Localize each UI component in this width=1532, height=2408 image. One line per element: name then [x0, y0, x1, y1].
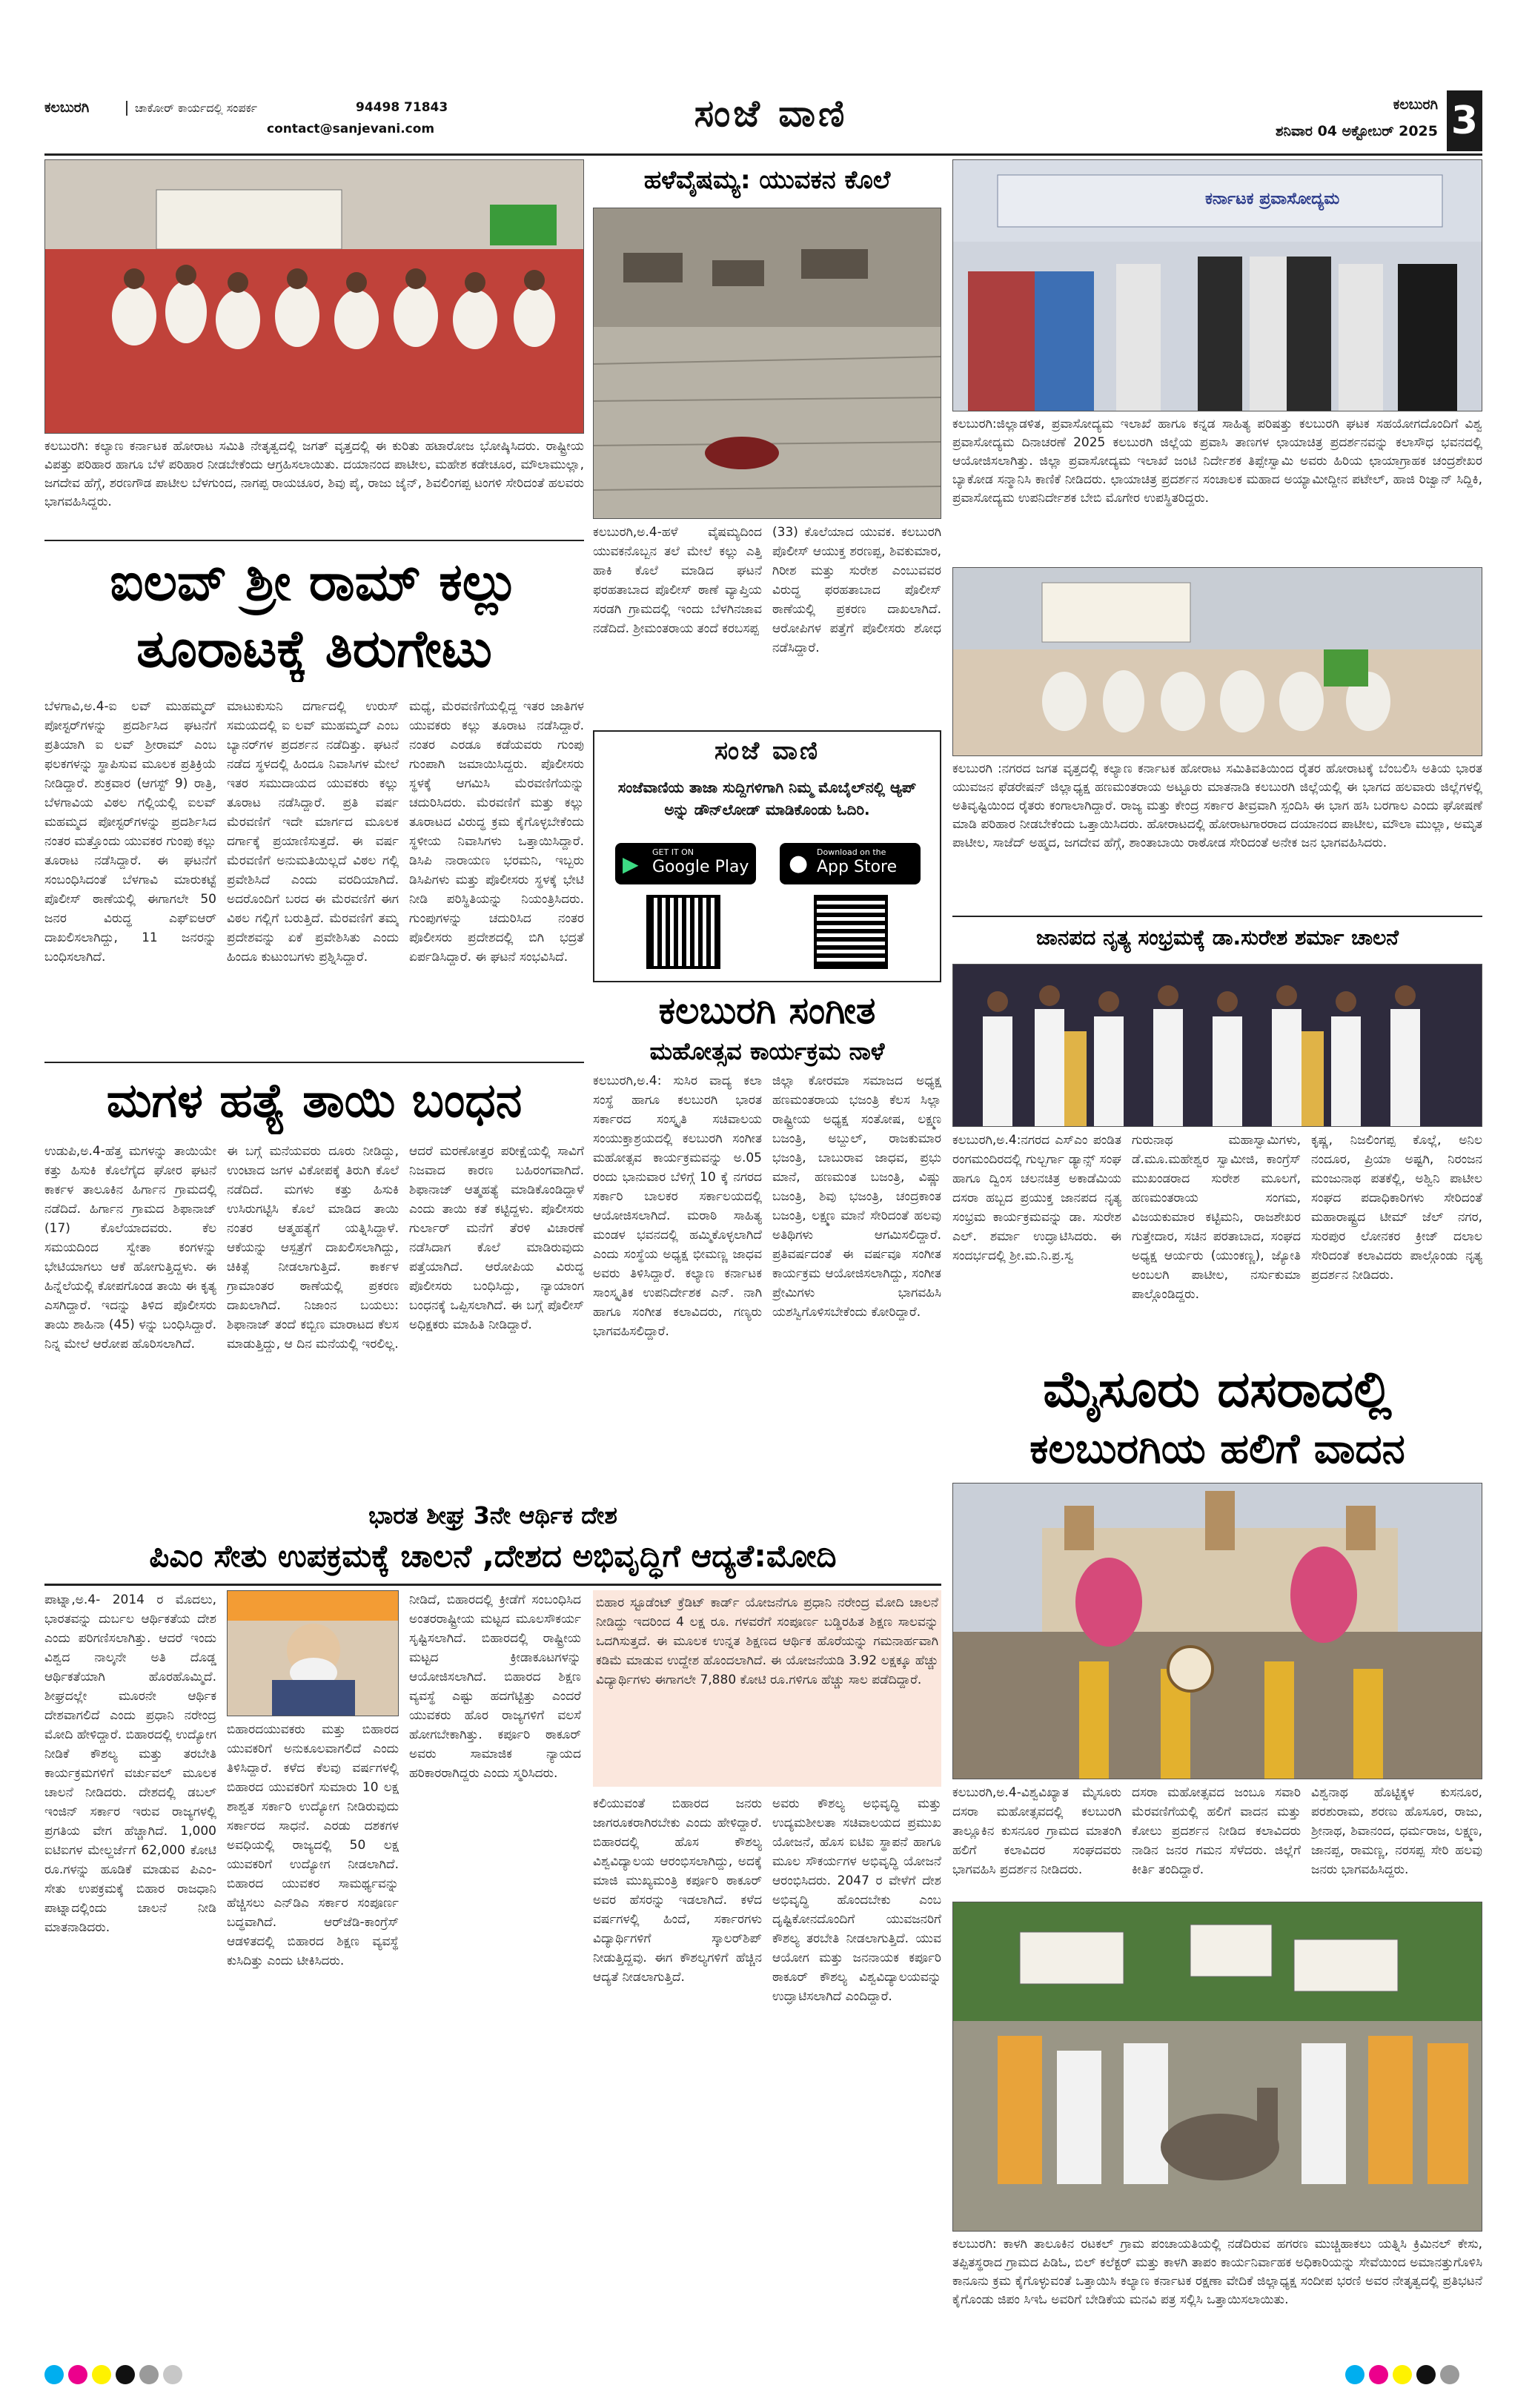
- gdp-col-4-top: ಬಿಹಾರ ಸ್ಟೂಡೆಂಟ್ ಕ್ರೆಡಿಟ್ ಕಾರ್ಡ್ ಯೋಜನೆಗೂ ಪ್ರಧಾನಿ ನರೇಂದ್ರ ಮೋದಿ ಚಾಲನೆ ನೀಡಿದ್ದು ಇದರಿಂದ 4 ಲಕ್ಷ ರೂ. ಗಳವರೆಗೆ ಸಂಪೂರ್ಣ ಬಡ್ಡಿರಹಿತ ಶಿಕ್ಷಣ ಸಾಲವನ್ನು ಒದಗಿಸುತ್ತದೆ. ಈ ಮೂಲಕ ಉನ್ನತ ಶಿಕ್ಷಣದ ಆರ್ಥಿಕ ಹೊರೆಯನ್ನು ಗಮನಾರ್ಹವಾಗಿ ಕಡಿಮೆ ಮಾಡುವ ಉದ್ದೇಶ ಹೊಂದಲಾಗಿದೆ. ಈ ಯೋಜನೆಯಡಿ 3.92 ಲಕ್ಷಕ್ಕೂ ಹೆಚ್ಚು ವಿದ್ಯಾರ್ಥಿಗಳು ಈಗಾಗಲೇ 7,880 ಕೋಟಿ ರೂ.ಗಳಿಗೂ ಹೆಚ್ಚು ಸಾಲ ಪಡೆದಿದ್ದಾರೆ.: [593, 1590, 941, 1787]
- award-banner: ಕರ್ನಾಟಕ ಪ್ರವಾಸೋದ್ಯಮ: [1205, 190, 1340, 208]
- music-col-1: ಕಲಬುರಗಿ,ಅ.4: ಸುಸಿರ ವಾದ್ಯ ಕಲಾ ಸಂಸ್ಥೆ ಹಾಗೂ ಕಲಬುರಗಿ ಭಾರತ ಸರ್ಕಾರದ ಸಂಸ್ಕೃತಿ ಸಚಿವಾಲಯ ಸಂಯುಕ್ತಾಶ್ರಯದಲ್ಲಿ ಕಲಬುರಗಿ ಸಂಗೀತ ಮಹೋತ್ಸವ ಕಾರ್ಯಕ್ರಮವನ್ನು ಅ.05 ರಂದು ಭಾನುವಾರ ಬೆಳಿಗ್ಗೆ 10 ಕ್ಕೆ ನಗರದ ಸರ್ಕಾರಿ ಬಾಲಕರ ಸರ್ಕಾಲಯದಲ್ಲಿ ಆಯೋಜಿಸಲಾಗಿದೆ. ಮರಾಠಿ ಸಾಹಿತ್ಯ ಮಂಡಳ ಭವನದಲ್ಲಿ ಹಮ್ಮಿಕೊಳ್ಳಲಾಗಿದೆ ಎಂದು ಸಂಸ್ಥೆಯ ಅಧ್ಯಕ್ಷ ಭೀಮಣ್ಣ ಜಾಧವ ಅವರು ತಿಳಿಸಿದ್ದಾರೆ. ಕಲ್ಯಾಣ ಕರ್ನಾಟಕ ಸಾಂಸ್ಕೃತಿಕ ಉಪನಿರ್ದೇಶಕ ಎನ್. ನಾಗಿ ಹಾಗೂ ಸಂಗೀತ ಕಲಾವಿದರು, ಗಣ್ಯರು ಭಾಗವಹಿಸಲಿದ್ದಾರೆ.: [593, 1074, 762, 1339]
- stone-col-3: ಮಧ್ಯೆ, ಮೆರವಣಿಗೆಯಲ್ಲಿದ್ದ ಇತರ ಜಾತಿಗಳ ಯುವಕರು ಕಲ್ಲು ತೂರಾಟ ನಡೆಸಿದ್ದಾರೆ. ನಂತರ ಎರಡೂ ಕಡೆಯವರು ಗುಂಪು ಗುಂಪಾಗಿ ಜಮಾಯಿಸಿದ್ದರು. ಪೊಲೀಸರು ಸ್ಥಳಕ್ಕೆ ಆಗಮಿಸಿ ಮೆರವಣಿಗೆಯನ್ನು ಚದುರಿಸಿದರು. ಮೆರವಣಿಗೆ ಮತ್ತು ಕಲ್ಲು ತೂರಾಟದ ವಿರುದ್ಧ ಕ್ರಮ ಕೈಗೊಳ್ಳಬೇಕೆಂದು ಸ್ಥಳೀಯ ನಿವಾಸಿಗಳು ಒತ್ತಾಯಿಸಿದ್ದಾರೆ. ಡಿಸಿಪಿ ನಾರಾಯಣ ಭರಮನಿ, ಇಬ್ಬರು ಡಿಸಿಪಿಗಳು ಮತ್ತು ಪೊಲೀಸರು ಸ್ಥಳಕ್ಕೆ ಭೇಟಿ ನೀಡಿ ಪರಿಸ್ಥಿತಿಯನ್ನು ನಿಯಂತ್ರಿಸಿದರು. ಗುಂಪುಗಳನ್ನು ಚದುರಿಸಿದ ನಂತರ ಪೊಲೀಸರು ಪ್ರದೇಶದಲ್ಲಿ ಬಿಗಿ ಭದ್ರತೆ ಏರ್ಪಡಿಸಿದ್ದಾರೆ. ಈ ಘಟನೆ ಸಂಭವಿಸಿದೆ.: [409, 699, 584, 965]
- app-store-badge[interactable]: [780, 843, 921, 884]
- black-dot: [116, 2365, 135, 2384]
- cyan-dot: [1345, 2365, 1364, 2384]
- dasara-headline-1: ಮೈಸೂರು ದಸರಾದಲ್ಲಿ: [1043, 1360, 1392, 1419]
- village-col-1: ಕಲಬುರಗಿ,ಅ.4-ಹಳೆ ವೈಷಮ್ಯದಿಂದ ಯುವಕನೊಬ್ಬನ ತಲೆ ಮೇಲೆ ಕಲ್ಲು ಎತ್ತಿ ಹಾಕಿ ಕೊಲೆ ಮಾಡಿದ ಘಟನೆ ಫರಹತಾಬಾದ ಪೊಲೀಸ್ ಠಾಣೆ ವ್ಯಾಪ್ತಿಯ ಸರಡಗಿ ಗ್ರಾಮದಲ್ಲಿ ಇಂದು ಬೆಳಗಿನಜಾವ ನಡೆದಿದೆ. ಶ್ರೀಮಂತರಾಯ ತಂದೆ ಕರಬಸಪ್ಪ: [593, 525, 762, 636]
- google-play-icon: ▶: [623, 852, 639, 876]
- sitin-photo: [952, 567, 1482, 756]
- dance-col-1: ಕಲಬುರಗಿ,ಅ.4:ನಗರದ ಎಸ್‌ಎಂ ಪಂಡಿತ ರಂಗಮಂದಿರದಲ್ಲಿ ಗುಲ್ಬರ್ಗಾ ಡ್ಯಾನ್ಸ್ ಸಂಘ ಹಾಗೂ ದ್ವಿಂಸ ಚಲನಚಿತ್ರ ಅಕಾಡೆಮಿಯ ದಸರಾ ಹಬ್ಬದ ಪ್ರಯುಕ್ತ ಜಾನಪದ ನೃತ್ಯ ಸಂಭ್ರಮ ಕಾರ್ಯಕ್ರಮವನ್ನು ಡಾ. ಸುರೇಶ ಎಲ್. ಶರ್ಮಾ ಉದ್ಘಾಟಿಸಿದರು. ಈ ಸಂದರ್ಭದಲ್ಲಿ ಶ್ರೀ.ಮ.ನಿ.ಪ್ರ.ಸ್ವ: [952, 1133, 1121, 1263]
- divider: [44, 1062, 584, 1063]
- divider: [44, 1584, 941, 1586]
- donkey-caption: ಕಲಬುರಗಿ: ಕಾಳಗಿ ತಾಲೂಕಿನ ರಟಕಲ್ ಗ್ರಾಮ ಪಂಚಾಯತಿಯಲ್ಲಿ ನಡೆದಿರುವ ಹಗರಣ ಮುಚ್ಚಿಹಾಕಲು ಯತ್ನಿಸಿ ಕ್ರಿಮಿನಲ್ ಕೇಸು, ತಪ್ಪಿತಸ್ಥರಾದ ಗ್ರಾಮದ ಪಿಡಿಓ, ಬಿಲ್ ಕಲೆಕ್ಟರ್ ಮತ್ತು ಕಾಳಗಿ ತಾಪಂ ಕಾರ್ಯನಿರ್ವಾಹಕ ಅಧಿಕಾರಿಯನ್ನು ಸೇವೆಯಿಂದ ಅಮಾನತ್ತುಗೊಳಿಸಿ ಕಾನೂನು ಕ್ರಮ ಕೈಗೊಳ್ಳುವಂತೆ ಒತ್ತಾಯಿಸಿ ಕಲ್ಯಾಣ ಕರ್ನಾಟಕ ರಕ್ಷಣಾ ವೇದಿಕೆ ಜಿಲ್ಲಾಧ್ಯಕ್ಷ ಸಂದೀಪ ಭರಣಿ ಅವರ ನೇತೃತ್ವದಲ್ಲಿ ಪ್ರತಿಭಟನೆ ಕೈಗೊಂಡು ಜಿಪಂ ಸಿಇಓ ಅವರಿಗೆ ಬೇಡಿಕೆಯ ಮನವಿ ಪತ್ರ ಸಲ್ಲಿಸಿ ಒತ್ತಾಯಿಸಲಾಯಿತು.: [952, 2237, 1482, 2307]
- grey-dot: [163, 2365, 182, 2384]
- black-dot: [1416, 2365, 1436, 2384]
- award-photo: [952, 159, 1482, 411]
- masthead-date: ಶನಿವಾರ 04 ಅಕ್ಟೋಬರ್ 2025: [1276, 123, 1438, 139]
- music-subhead: ಮಹೋತ್ಸವ ಕಾರ್ಯಕ್ರಮ ನಾಳೆ: [649, 1037, 885, 1065]
- protest-caption: ಕಲಬುರಗಿ: ಕಲ್ಯಾಣ ಕರ್ನಾಟಕ ಹೋರಾಟ ಸಮಿತಿ ನೇತೃತ್ವದಲ್ಲಿ ಜಗತ್ ವೃತ್ತದಲ್ಲಿ ಈ ಕುರಿತು ಹಟಾರೋಜ ಭೋಷ್ಕಿಸಿದರು. ರಾಷ್ಟ್ರೀಯ ವಿಪತ್ತು ಪರಿಹಾರ ಹಾಗೂ ಬೆಳೆ ಪರಿಹಾರ ನೀಡಬೇಕೆಂದು ಆಗ್ರಹಿಸಲಾಯಿತು. ದಯಾನಂದ ಪಾಟೀಲ, ಮಹೇಶ ಕಡೇಚೂರ, ಮೌಲಾಮುಲ್ಲಾ, ಜಗದೇವ ಹೆಗ್ಗೆ, ಶರಣಗೌಡ ಪಾಟೀಲ ಬೆಳಗುಂದ, ನಾಗಪ್ಪ ರಾಯಚೂರ, ಶಿವು ಪೈ, ರಾಜು ಜೈನ್, ಶಿವಲಿಂಗಪ್ಪ ಟಂಗಳಿ ಸೇರಿದಂತೆ ಹಲವರು ಭಾಗವಹಿಸಿದ್ದರು.: [44, 439, 584, 509]
- grey-dot: [139, 2365, 159, 2384]
- stone-headline-1: ಐಲವ್ ಶ್ರೀ ರಾಮ್ ಕಲ್ಲು: [110, 552, 519, 612]
- masthead-phone: 94498 71843: [356, 100, 448, 115]
- mother-col-3: ಆದರೆ ಮರಣೋತ್ತರ ಪರೀಕ್ಷೆಯಲ್ಲಿ ಸಾವಿಗೆ ನಿಜವಾದ ಕಾರಣ ಬಹಿರಂಗವಾಗಿದೆ. ಶಿಫಾನಾಜ್ ಆತ್ಮಹತ್ಯೆ ಮಾಡಿಕೊಂಡಿದ್ದಾಳೆ ಎಂದು ತಾಯಿ ಕತೆ ಕಟ್ಟಿದ್ದಳು. ಪೊಲೀಸರು ಗುರ್ಲಾರ್ ಮನೆಗೆ ತೆರಳಿ ವಿಚಾರಣೆ ನಡೆಸಿದಾಗ ಕೊಲೆ ಮಾಡಿರುವುದು ಪತ್ತೆಯಾಗಿದೆ. ಆರೋಪಿಯ ವಿರುದ್ಧ ಪೊಲೀಸರು ಬಂಧಿಸಿದ್ದು, ನ್ಯಾಯಾಂಗ ಬಂಧನಕ್ಕೆ ಒಪ್ಪಿಸಲಾಗಿದೆ. ಈ ಬಗ್ಗೆ ಪೊಲೀಸ್ ಅಧಿಕ್ಷಕರು ಮಾಹಿತಿ ನೀಡಿದ್ದಾರೆ.: [409, 1144, 584, 1332]
- divider: [44, 540, 584, 541]
- dance-col-2: ಗುರುನಾಥ ಮಹಾಸ್ವಾಮಿಗಳು, ಡೆ.ಮೂ.ಮಹೇಶ್ವರ ಸ್ವಾಮೀಜಿ, ಕಾಂಗ್ರೆಸ್ ಮುಖಂಡರಾದ ಸುರೇಶ ಮೂಲಗೆ, ಹಣಮಂತರಾಯ ಸಂಗಮ, ವಿಜಯಕುಮಾರ ಕಟ್ಟಿಮನಿ, ರಾಜಶೇಖರ ಗುತ್ತೇದಾರ, ಸಚಿನ ಪರತಾಬಾದ, ಸಂಘದ ಅಧ್ಯಕ್ಷ ಆರ್ಯರು (ಯುಂಕಣ್ಣ), ಜ್ಯೋತಿ ಅಂಬಲಗಿ ಪಾಟೀಲ, ನರ್ಸುಕುಮಾ ಪಾಲ್ಗೊಂಡಿದ್ದರು.: [1132, 1133, 1301, 1302]
- gdp-col-1: ಪಾಟ್ನಾ,ಅ.4- 2014 ರ ಮೊದಲು, ಭಾರತವನ್ನು ದುರ್ಬಲ ಆರ್ಥಿಕತೆಯ ದೇಶ ಎಂದು ಪರಿಗಣಿಸಲಾಗಿತ್ತು. ಆದರೆ ಇಂದು ವಿಶ್ವದ ನಾಲ್ಕನೇ ಅತಿ ದೊಡ್ಡ ಆರ್ಥಿಕತೆಯಾಗಿ ಹೊರಹೊಮ್ಮಿದೆ. ಶೀಘ್ರದಲ್ಲೇ ಮೂರನೇ ಆರ್ಥಿಕ ದೇಶವಾಗಲಿದೆ ಎಂದು ಪ್ರಧಾನಿ ನರೇಂದ್ರ ಮೋದಿ ಹೇಳಿದ್ದಾರೆ. ಬಿಹಾರದಲ್ಲಿ ಉದ್ಯೋಗ ನೀಡಿಕೆ ಕೌಶಲ್ಯ ಮತ್ತು ತರಬೇತಿ ಕಾರ್ಯಕ್ರಮಗಳಿಗೆ ವರ್ಚುವಲ್ ಮೂಲಕ ಚಾಲನೆ ನೀಡಿದರು. ದೇಶದಲ್ಲಿ ಡಬಲ್ ಇಂಜಿನ್ ಸರ್ಕಾರ ಇರುವ ರಾಜ್ಯಗಳಲ್ಲಿ ಪ್ರಗತಿಯ ವೇಗ ಹೆಚ್ಚಾಗಿದೆ. 1,000 ಐಟಿಐಗಳ ಮೇಲ್ದರ್ಜೆಗೆ 62,000 ಕೋಟಿ ರೂ.ಗಳನ್ನು ಹೂಡಿಕೆ ಮಾಡುವ ಪಿಎಂ-ಸೇತು ಉಪಕ್ರಮಕ್ಕೆ ಬಿಹಾರ ರಾಜಧಾನಿ ಪಾಟ್ನಾದಲ್ಲಿಂದು ಚಾಲನೆ ನೀಡಿ ಮಾತನಾಡಿದರು.: [44, 1592, 216, 1935]
- promo-text: ಸಂಜೆವಾಣಿಯ ತಾಜಾ ಸುದ್ದಿಗಳಿಗಾಗಿ ನಿಮ್ಮ ಮೊಬೈಲ್‌ನಲ್ಲಿ ಆ್ಯಪ್ ಅನ್ನು ಡೌನ್‌ಲೋಡ್ ಮಾಡಿಕೊಂಡು ಓದಿರಿ.: [617, 778, 917, 818]
- sitin-caption: ಕಲಬುರಗಿ :ನಗರದ ಜಗತ ವೃತ್ತದಲ್ಲಿ ಕಲ್ಯಾಣ ಕರ್ನಾಟಕ ಹೋರಾಟ ಸಮಿತಿವತಿಯಿಂದ ರೈತರ ಹೋರಾಟಕ್ಕೆ ಬೆಂಬಲಿಸಿ ಅತಿಯ ಭಾರತ ಯುವಜನ ಫೆಡರೇಷನ್ ಜಿಲ್ಲಾಧ್ಯಕ್ಷ ಹಣಮಂತರಾಯ ಅಟ್ಟೂರು ಮಾತನಾಡಿ ಕಲಬುರಗಿ ಜಿಲ್ಲೆಯಲ್ಲಿ ಈ ಭಾಗದ ಹಲವಾರು ಜಿಲ್ಲೆಗಳಲ್ಲಿ ಅತಿವೃಷ್ಟಿಯಿಂದ ರೈತರು ಕಂಗಾಲಾಗಿದ್ದಾರೆ. ರಾಜ್ಯ ಮತ್ತು ಕೇಂದ್ರ ಸರ್ಕಾರ ತೀವ್ರವಾಗಿ ಸ್ಪಂದಿಸಿ ಈ ಭಾಗ ಹಸಿ ಬರಗಾಲ ಎಂದು ಘೋಷಣೆ ಮಾಡಿ ಪರಿಹಾರ ನೀಡಬೇಕೆಂದು ಒತ್ತಾಯಿಸಿದರು. ಹೋರಾಟದಲ್ಲಿ ಹೋರಾಟಗಾರರಾದ ದಯಾನಂದ ಪಾಟೀಲ, ಮೌಲಾ ಮುಲ್ಲಾ, ಅಮೃತ ಪಾಟೀಲ, ಸಾಜೆದ್ ಅಹ್ಮದ, ಜಗದೇವ ಹೆಗ್ಗೆ, ಶಾಂತಾಬಾಯಿ ರಾಠೋಡ ಸೇರಿದಂತೆ ಅನೇಕ ಜನ ಭಾಗವಹಿಸಿದರು.: [952, 761, 1482, 850]
- gdp-kicker: ಭಾರತ ಶೀಘ್ರ 3ನೇ ಆರ್ಥಿಕ ದೇಶ: [368, 1501, 617, 1529]
- stone-col-1: ಬೆಳಗಾವಿ,ಅ.4-ಐ ಲವ್ ಮುಹಮ್ಮದ್ ಪೋಸ್ಟರ್‌ಗಳನ್ನು ಪ್ರದರ್ಶಿಸಿದ ಘಟನೆಗೆ ಪ್ರತಿಯಾಗಿ ಐ ಲವ್ ಶ್ರೀರಾಮ್ ಎಂಬ ಫಲಕಗಳನ್ನು ಸ್ಥಾಪಿಸುವ ಮೂಲಕ ಪ್ರತಿಕ್ರಿಯೆ ನೀಡಿದ್ದಾರೆ. ಶುಕ್ರವಾರ (ಆಗಸ್ಟ್ 9) ರಾತ್ರಿ, ಬೆಳಗಾವಿಯ ವಿಠಲ ಗಲ್ಲಿಯಲ್ಲಿ ಐಲವ್ ಮಹಮ್ಮದ ಪೋಸ್ಟರ್‌ಗಳನ್ನು ಪ್ರದರ್ಶಿಸಿದ ನಂತರ ಮತ್ತೊಂದು ಯುವಕರ ಗುಂಪು ಕಲ್ಲು ತೂರಾಟ ನಡೆಸಿದ್ದಾರೆ. ಈ ಘಟನೆಗೆ ಸಂಬಂಧಿಸಿದಂತೆ ಬೆಳಗಾವಿ ಮಾರುಕಟ್ಟೆ ಪೊಲೀಸ್ ಠಾಣೆಯಲ್ಲಿ ಈಗಾಗಲೇ 50 ಜನರ ವಿರುದ್ಧ ಎಫ್‌ಐಆರ್ ದಾಖಲಿಸಲಾಗಿದ್ದು, 11 ಜನರನ್ನು ಬಂಧಿಸಲಾಗಿದೆ.: [44, 699, 216, 965]
- color-registration-right: [1345, 2365, 1464, 2387]
- google-play-small: GET IT ON: [652, 847, 694, 857]
- magenta-dot: [68, 2365, 87, 2384]
- apple-icon: ●: [789, 850, 809, 876]
- yellow-dot: [92, 2365, 111, 2384]
- village-crime-photo: [593, 208, 941, 519]
- dance-col-3: ಕೃಷ್ಣ, ನಿಜಲಿಂಗಪ್ಪ ಕೊಲ್ಲೆ, ಅನಿಲ ನಂದೂರ, ಪ್ರಿಯಾ ಅಷ್ಟಗಿ, ನಿರಂಜನ ಮಂಜುನಾಥ ಪತಕೆಲ್ಲಿ, ಅಶ್ವಿನಿ ಪಾಟೀಲ ಸಂಘದ ಪದಾಧಿಕಾರಿಗಳು ಸೇರಿದಂತೆ ಮಹಾರಾಷ್ಟ್ರದ ಟೀಮ್ ಜೆಲ್ ನಗರ, ಸುರಪುರ ಲೋನಕರ ಕ್ರೀಜ್ ದಲಾಲ ಸೇರಿದಂತೆ ಕಲಾವಿದರು ಪಾಲ್ಗೊಂಡು ನೃತ್ಯ ಪ್ರದರ್ಶನ ನೀಡಿದರು.: [1311, 1133, 1482, 1283]
- color-registration-left: [44, 2365, 187, 2387]
- village-headline: ಹಳೆವೈಷಮ್ಯ: ಯುವಕನ ಕೊಲೆ: [643, 165, 891, 195]
- page-number: 3: [1447, 90, 1482, 151]
- app-store-big: App Store: [817, 858, 898, 876]
- magenta-dot: [1369, 2365, 1388, 2384]
- masthead-place-right: ಕಲಬುರಗಿ: [1393, 96, 1438, 113]
- divider: [952, 916, 1482, 917]
- google-play-big: Google Play: [652, 858, 749, 876]
- gdp-col-3: ನೀಡಿದೆ, ಬಿಹಾರದಲ್ಲಿ ಕ್ರೀಡೆಗೆ ಸಂಬಂಧಿಸಿದ ಅಂತರರಾಷ್ಟ್ರೀಯ ಮಟ್ಟದ ಮೂಲಸೌಕರ್ಯ ಸೃಷ್ಟಿಸಲಾಗಿದೆ. ಬಿಹಾರದಲ್ಲಿ ರಾಷ್ಟ್ರೀಯ ಮಟ್ಟದ ಕ್ರೀಡಾಕೂಟಗಳನ್ನು ಆಯೋಜಿಸಲಾಗಿದೆ. ಬಿಹಾರದ ಶಿಕ್ಷಣ ವ್ಯವಸ್ಥೆ ಎಷ್ಟು ಹದಗೆಟ್ಟಿತ್ತು ಎಂದರೆ ಯುವಕರು ಹೊರ ರಾಜ್ಯಗಳಿಗೆ ವಲಸೆ ಹೋಗಬೇಕಾಗಿತ್ತು. ಕರ್ಪೂರಿ ಠಾಕೂರ್ ಅವರು ಸಾಮಾಜಿಕ ನ್ಯಾಯದ ಹರಿಕಾರರಾಗಿದ್ದರು ಎಂದು ಸ್ಮರಿಸಿದರು.: [409, 1592, 581, 1781]
- mother-col-2: ಈ ಬಗ್ಗೆ ಮನೆಯವರು ದೂರು ನೀಡಿದ್ದು, ಉಂಟಾದ ಜಗಳ ವಿಕೋಪಕ್ಕೆ ತಿರುಗಿ ಕೊಲೆ ನಡೆದಿದೆ. ಮಗಳು ಕತ್ತು ಹಿಸುಕಿ ಉಸಿರುಗಟ್ಟಿಸಿ ಕೊಲೆ ಮಾಡಿದ ತಾಯಿ ನಂತರ ಆತ್ಮಹತ್ಯೆಗೆ ಯತ್ನಿಸಿದ್ದಾಳೆ. ಆಕೆಯನ್ನು ಆಸ್ಪತ್ರೆಗೆ ದಾಖಲಿಸಲಾಗಿದ್ದು, ಚಿಕಿತ್ಸೆ ನೀಡಲಾಗುತ್ತಿದೆ. ಕಾರ್ಕಳ ಗ್ರಾಮಾಂತರ ಠಾಣೆಯಲ್ಲಿ ಪ್ರಕರಣ ದಾಖಲಾಗಿದೆ. ನಿಜಾಂನ ಬಯಲು: ಶಿಫಾನಾಜ್ ತಂದೆ ಕಬ್ಬಿಣ ಮಾರಾಟದ ಕೆಲಸ ಮಾಡುತ್ತಿದ್ದು, ಆ ದಿನ ಮನೆಯಲ್ಲಿ ಇರಲಿಲ್ಲ.: [227, 1144, 399, 1352]
- gdp-headline: ಪಿಎಂ ಸೇತು ಉಪಕ್ರಮಕ್ಕೆ ಚಾಲನೆ ,ದೇಶದ ಅಭಿವೃದ್ಧಿಗೆ ಆದ್ಯತೆ:ಮೋದಿ: [149, 1538, 837, 1574]
- stone-headline-2: ತೂರಾಟಕ್ಕೆ ತಿರುಗೇಟು: [136, 618, 492, 679]
- modi-photo: [227, 1590, 399, 1716]
- grey-dot: [1440, 2365, 1459, 2384]
- donkey-protest-photo: [952, 1902, 1482, 2232]
- gdp-col-4a: ಕಲಿಯುವಂತೆ ಬಿಹಾರದ ಜನರು ಜಾಗರೂಕರಾಗಿರಬೇಕು ಎಂದು ಹೇಳಿದ್ದಾರೆ. ಬಿಹಾರದಲ್ಲಿ ಹೊಸ ಕೌಶಲ್ಯ ವಿಶ್ವವಿದ್ಯಾಲಯ ಆರಂಭಿಸಲಾಗಿದ್ದು, ಅದಕ್ಕೆ ಮಾಜಿ ಮುಖ್ಯಮಂತ್ರಿ ಕರ್ಪೂರಿ ಠಾಕೂರ್ ಅವರ ಹೆಸರನ್ನು ಇಡಲಾಗಿದೆ. ಕಳೆದ ವರ್ಷಗಳಲ್ಲಿ ಹಿಂದೆ, ಸರ್ಕಾರಗಳು ವಿದ್ಯಾರ್ಥಿಗಳಿಗೆ ಸ್ಕಾಲರ್‌ಶಿಪ್ ನೀಡುತ್ತಿದ್ದವು. ಈಗ ಕೌಶಲ್ಯಗಳಿಗೆ ಹೆಚ್ಚಿನ ಆದ್ಯತೆ ನೀಡಲಾಗುತ್ತಿದೆ.: [593, 1796, 762, 1985]
- award-caption: ಕಲಬುರಗಿ:ಜಿಲ್ಲಾಡಳಿತ, ಪ್ರವಾಸೋದ್ಯಮ ಇಲಾಖೆ ಹಾಗೂ ಕನ್ನಡ ಸಾಹಿತ್ಯ ಪರಿಷತ್ತು ಕಲಬುರಗಿ ಘಟಕ ಸಹಯೋಗದೊಂದಿಗೆ ವಿಶ್ವ ಪ್ರವಾಸೋದ್ಯಮ ದಿನಾಚರಣೆ 2025 ಕಲಬುರಗಿ ಜಿಲ್ಲೆಯ ಪ್ರವಾಸಿ ತಾಣಗಳ ಛಾಯಾಚಿತ್ರ ಪ್ರದರ್ಶನವನ್ನು ಕಲಾಸೌಧ ಭವನದಲ್ಲಿ ಆಯೋಜಿಸಲಾಗಿತ್ತು. ಜಿಲ್ಲಾ ಪ್ರವಾಸೋದ್ಯಮ ಇಲಾಖೆ ಜಂಟಿ ನಿರ್ದೇಶಕ ತಿಪ್ಪೇಸ್ವಾಮಿ ಅವರು ಹಿರಿಯ ಛಾಯಾಗ್ರಾಹಕ ಚಂದ್ರಶೇಖರ ಬ್ಯಾಕೋಡ ಸನ್ಮಾನಿಸಿ ಕಾಣಿಕೆ ನೀಡಿದರು. ಛಾಯಾಚಿತ್ರ ಪ್ರದರ್ಶನ ಸಂಚಾಲಕ ಮಹಾದ ಅಯ್ಯಾಮೀದ್ದೀನ ಪಟೇಲ್, ಹಾಜಿ ರಿಜ್ವಾನ್ ಸಿದ್ದಿಕಿ, ಪ್ರವಾಸೋದ್ಯಮ ಉಪನಿರ್ದೇಶಕ ಬೇಬಿ ಮೊಗೇರ ಉಪಸ್ಥಿತರಿದ್ದರು.: [952, 417, 1482, 506]
- dasara-headline-2: ಕಲಬುರಗಿಯ ಹಲಿಗೆ ವಾದನ: [1029, 1425, 1405, 1473]
- yellow-dot: [1393, 2365, 1412, 2384]
- masthead: [44, 89, 1482, 156]
- app-promo-box: [593, 730, 941, 982]
- protest-photo: [44, 159, 584, 434]
- cyan-dot: [44, 2365, 64, 2384]
- mother-col-1: ಉಡುಪಿ,ಅ.4-ಹೆತ್ತ ಮಗಳನ್ನು ತಾಯಿಯೇ ಕತ್ತು ಹಿಸುಕಿ ಕೊಲೆಗೈದ ಘೋರ ಘಟನೆ ಕಾರ್ಕಳ ತಾಲೂಕಿನ ಹಿರ್ಗಾನ ಗ್ರಾಮದಲ್ಲಿ ನಡೆದಿದೆ. ಹಿರ್ಗಾನ ಗ್ರಾಮದ ಶಿಫಾನಾಜ್ (17) ಕೊಲೆಯಾದವರು. ಕೆಲ ಸಮಯದಿಂದ ಸ್ವೇತಾ ಕಂಗಳನ್ನು ಭೇಟಿಯಾಗಲು ಆಕೆ ಹೋಗುತ್ತಿದ್ದಳು. ಈ ಹಿನ್ನೆಲೆಯಲ್ಲಿ ಕೋಪಗೊಂಡ ತಾಯಿ ಈ ಕೃತ್ಯ ಎಸಗಿದ್ದಾರೆ. ಇದನ್ನು ತಿಳಿದ ಪೊಲೀಸರು ತಾಯಿ ಶಾಹಿನಾ (45) ಳನ್ನು ಬಂಧಿಸಿದ್ದಾರೆ. ನಿನ್ನ ಮೇಲೆ ಆರೋಪ ಹೊರಿಸಲಾಗಿದೆ.: [44, 1144, 216, 1352]
- masthead-email: contact@sanjevani.com: [267, 122, 435, 136]
- promo-logo: ಸಂಜೆ ವಾಣಿ: [714, 736, 820, 766]
- masthead-edition-meta: ಚಾಕೋರ್ ಕಾರ್ಯದಲ್ಲಿ ಸಂಪರ್ಕ: [126, 101, 257, 116]
- qr-code-android[interactable]: [646, 895, 720, 969]
- mother-headline: ಮಗಳ ಹತ್ಯೆ ತಾಯಿ ಬಂಧನ: [106, 1074, 523, 1128]
- app-store-small: Download on the: [817, 847, 886, 857]
- masthead-logo: ಸಂಜೆ ವಾಣಿ: [694, 92, 848, 135]
- dasara-col-3: ವಿಶ್ವನಾಥ ಹೊಟ್ಟಿಕ್ಕಳ ಕುಸನೂರ, ಪರಶುರಾಮ, ಶರಣು ಹೊಸೂರ, ರಾಜು, ಶ್ರೀನಾಥ, ಶಿವಾನಂದ, ಧರ್ಮರಾಜ, ಲಕ್ಷ್ಮಣ, ಜಾನಪ್ಪ, ರಾಮಣ್ಣ, ನರಸಪ್ಪ ಸೇರಿ ಹಲವು ಜನರು ಭಾಗವಹಿಸಿದ್ದರು.: [1311, 1785, 1482, 1877]
- music-col-2: ಜಿಲ್ಲಾ ಕೋರಮಾ ಸಮಾಜದ ಅಧ್ಯಕ್ಷ ಹಣಮಂತರಾಯ ಭಜಂತ್ರಿ ಕೆಲಸ ಸಿಲ್ಲಾ ರಾಷ್ಟ್ರೀಯ ಅಧ್ಯಕ್ಷ ಸಂತೋಷ, ಲಕ್ಷ್ಮಣ ಬಜಂತ್ರಿ, ಅಬ್ದುಲ್, ರಾಜಕುಮಾರ ಭಜಂತ್ರಿ, ಬಾಬುರಾವ ಜಾಧವ, ಪ್ರಭು ಮಾನೆ, ಹಣಮಂತ ಬಜಂತ್ರಿ, ವಿಷ್ಣು ಬಜಂತ್ರಿ, ಶಿವು ಭಜಂತ್ರಿ, ಚಂದ್ರಕಾಂತ ಬಜಂತ್ರಿ, ಲಕ್ಷ್ಮಣ ಮಾನೆ ಸೇರಿದಂತೆ ಹಲವು ಅತಿಥಿಗಳು ಆಗಮಿಸಲಿದ್ದಾರೆ. ಪ್ರತಿವರ್ಷದಂತೆ ಈ ವರ್ಷವೂ ಸಂಗೀತ ಕಾರ್ಯಕ್ರಮ ಆಯೋಜಿಸಲಾಗಿದ್ದು, ಸಂಗೀತ ಪ್ರೇಮಿಗಳು ಭಾಗವಹಿಸಿ ಯಶಸ್ವಿಗೊಳಿಸಬೇಕೆಂದು ಕೋರಿದ್ದಾರೆ.: [772, 1074, 941, 1320]
- dasara-photo: [952, 1483, 1482, 1779]
- masthead-place-left: ಕಲಬುರಗಿ: [44, 99, 90, 116]
- dance-headline: ಜಾನಪದ ನೃತ್ಯ ಸಂಭ್ರಮಕ್ಕೆ ಡಾ.ಸುರೇಶ ಶರ್ಮಾ ಚಾಲನೆ: [1036, 925, 1399, 950]
- dance-photo: [952, 964, 1482, 1127]
- stone-col-2: ಮಾಟುಕುಸುನಿ ದರ್ಗಾದಲ್ಲಿ ಉರುಸ್ ಸಮಯದಲ್ಲಿ ಐ ಲವ್ ಮುಹಮ್ಮದ್ ಎಂಬ ಬ್ಯಾನರ್‌ಗಳ ಪ್ರದರ್ಶನ ನಡೆದಿತ್ತು. ಘಟನೆ ನಡೆದ ಸ್ಥಳದಲ್ಲಿ ಹಿಂದೂ ನಿವಾಸಿಗಳ ಮೇಲೆ ಇತರ ಸಮುದಾಯದ ಯುವಕರು ಕಲ್ಲು ತೂರಾಟ ನಡೆಸಿದ್ದಾರೆ. ಪ್ರತಿ ವರ್ಷ ಮೆರವಣಿಗೆ ಇದೇ ಮಾರ್ಗದ ಮೂಲಕ ದರ್ಗಾಕ್ಕೆ ಪ್ರಯಾಣಿಸುತ್ತದೆ. ಈ ವರ್ಷ ಮೆರವಣಿಗೆ ಅನುಮತಿಯಿಲ್ಲದೆ ವಿಠಲ ಗಲ್ಲಿ ಪ್ರವೇಶಿಸಿದೆ ಎಂದು ವರದಿಯಾಗಿದೆ. ಅದರೊಂದಿಗೆ ಬರದ ಈ ಮೆರವಣಿಗೆ ಈಗ ವಿಠಲ ಗಲ್ಲಿಗೆ ಬರುತ್ತಿದೆ. ಮೆರವಣಿಗೆ ತಮ್ಮ ಪ್ರದೇಶವನ್ನು ಏಕೆ ಪ್ರವೇಶಿಸಿತು ಎಂದು ಹಿಂದೂ ಕುಟುಂಬಗಳು ಪ್ರಶ್ನಿಸಿದ್ದಾರೆ.: [227, 699, 399, 965]
- gdp-col-4b: ಅವರು ಕೌಶಲ್ಯ ಅಭಿವೃದ್ಧಿ ಮತ್ತು ಉದ್ಯಮಶೀಲತಾ ಸಚಿವಾಲಯದ ಪ್ರಮುಖ ಯೋಜನೆ, ಹೊಸ ಐಟಿಐ ಸ್ಥಾಪನೆ ಹಾಗೂ ಮೂಲ ಸೌಕರ್ಯಗಳ ಅಭಿವೃದ್ಧಿ ಯೋಜನೆ ಆರಂಭಿಸಿದರು. 2047 ರ ವೇಳೆಗೆ ದೇಶ ಅಭಿವೃದ್ಧಿ ಹೊಂದಬೇಕು ಎಂಬ ದೃಷ್ಟಿಕೋನದೊಂದಿಗೆ ಯುವಜನರಿಗೆ ಕೌಶಲ್ಯ ತರಬೇತಿ ನೀಡಲಾಗುತ್ತಿದೆ. ಯುವ ಆಯೋಗ ಮತ್ತು ಜನನಾಯಕ ಕರ್ಪೂರಿ ಠಾಕೂರ್ ಕೌಶಲ್ಯ ವಿಶ್ವವಿದ್ಯಾಲಯವನ್ನು ಉದ್ಘಾಟಿಸಲಾಗಿದೆ ಎಂದಿದ್ದಾರೆ.: [772, 1796, 941, 2004]
- village-col-2: (33) ಕೊಲೆಯಾದ ಯುವಕ. ಕಲಬುರಗಿ ಪೊಲೀಸ್ ಆಯುಕ್ತ ಶರಣಪ್ಪ, ಶಿವಕುಮಾರ, ಗಿರೀಶ ಮತ್ತು ಸುರೇಶ ಎಂಬುವವರ ವಿರುದ್ಧ ಫರಹತಾಬಾದ ಪೊಲೀಸ್ ಠಾಣೆಯಲ್ಲಿ ಪ್ರಕರಣ ದಾಖಲಾಗಿದೆ. ಆರೋಪಿಗಳ ಪತ್ತೆಗೆ ಪೊಲೀಸರು ಶೋಧ ನಡೆಸಿದ್ದಾರೆ.: [772, 525, 941, 655]
- dasara-col-2: ದಸರಾ ಮಹೋತ್ಸವದ ಜಂಬೂ ಸವಾರಿ ಮೆರವಣಿಗೆಯಲ್ಲಿ ಹಲಿಗೆ ವಾದನ ಮತ್ತು ಕೋಲು ಪ್ರದರ್ಶನ ನೀಡಿದ ಕಲಾವಿದರು ನಾಡಿನ ಜನರ ಗಮನ ಸೆಳೆದರು. ಜಿಲ್ಲೆಗೆ ಕೀರ್ತಿ ತಂದಿದ್ದಾರೆ.: [1132, 1785, 1301, 1877]
- gdp-col-2: ಬಿಹಾರದಯುವಕರು ಮತ್ತು ಬಿಹಾರದ ಯುವಕರಿಗೆ ಅನುಕೂಲವಾಗಲಿದೆ ಎಂದು ತಿಳಿಸಿದ್ದಾರೆ. ಕಳೆದ ಕೆಲವು ವರ್ಷಗಳಲ್ಲಿ ಬಿಹಾರದ ಯುವಕರಿಗೆ ಸುಮಾರು 10 ಲಕ್ಷ ಶಾಶ್ವತ ಸರ್ಕಾರಿ ಉದ್ಯೋಗ ನೀಡಿರುವುದು ಸರ್ಕಾರದ ಸಾಧನೆ. ಎರಡು ದಶಕಗಳ ಅವಧಿಯಲ್ಲಿ ರಾಜ್ಯದಲ್ಲಿ 50 ಲಕ್ಷ ಯುವಕರಿಗೆ ಉದ್ಯೋಗ ನೀಡಲಾಗಿದೆ. ಬಿಹಾರದ ಯುವಕರ ಸಾಮರ್ಥ್ಯವನ್ನು ಹೆಚ್ಚಿಸಲು ಎನ್‌ಡಿಎ ಸರ್ಕಾರ ಸಂಪೂರ್ಣ ಬದ್ಧವಾಗಿದೆ. ಆರ್‌ಜೆಡಿ-ಕಾಂಗ್ರೆಸ್ ಆಡಳಿತದಲ್ಲಿ ಬಿಹಾರದ ಶಿಕ್ಷಣ ವ್ಯವಸ್ಥೆ ಕುಸಿದಿತ್ತು ಎಂದು ಟೀಕಿಸಿದರು.: [227, 1722, 399, 1968]
- dasara-col-1: ಕಲಬುರಗಿ,ಅ.4-ವಿಶ್ವವಿಖ್ಯಾತ ಮೈಸೂರು ದಸರಾ ಮಹೋತ್ಸವದಲ್ಲಿ ಕಲಬುರಗಿ ತಾಲ್ಲೂಕಿನ ಕುಸನೂರ ಗ್ರಾಮದ ಮಾತಂಗಿ ಹಲಿಗೆ ಕಲಾವಿದರ ಸಂಘದವರು ಭಾಗವಹಿಸಿ ಪ್ರದರ್ಶನ ನೀಡಿದರು.: [952, 1785, 1121, 1877]
- google-play-badge[interactable]: [615, 843, 756, 884]
- music-headline: ಕಲಬುರಗಿ ಸಂಗೀತ: [658, 989, 876, 1032]
- qr-code-ios[interactable]: [814, 895, 888, 969]
